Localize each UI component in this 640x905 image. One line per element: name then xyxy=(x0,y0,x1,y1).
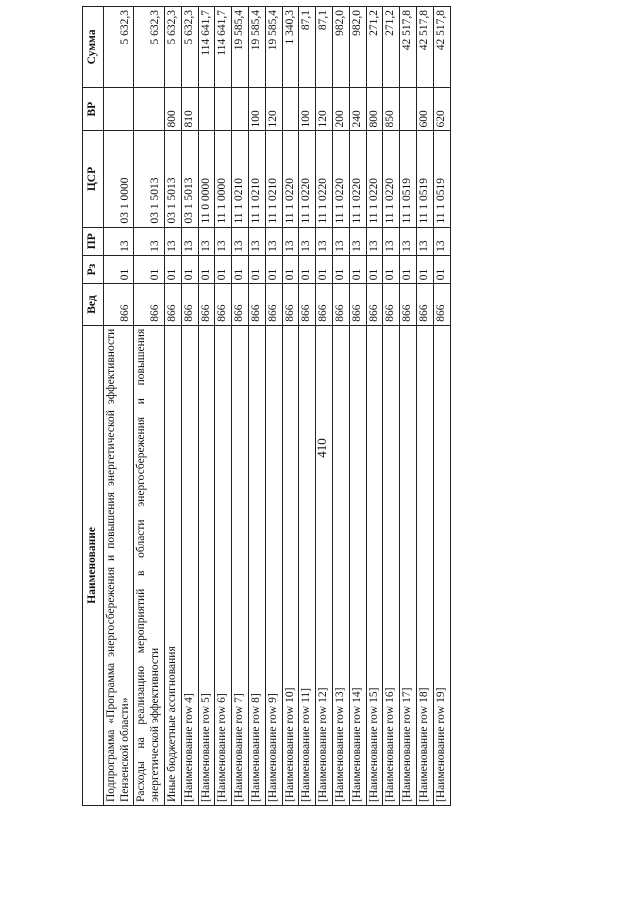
row-rz: 01 xyxy=(349,255,366,283)
row-rz: 01 xyxy=(164,255,181,283)
row-sum: 19 585,4 xyxy=(248,7,265,88)
header-sum: Сумма xyxy=(83,7,104,88)
row-pr: 13 xyxy=(332,227,349,255)
row-sum: 5 632,3 xyxy=(164,7,181,88)
row-csr: 11 1 0210 xyxy=(265,131,282,227)
row-pr: 13 xyxy=(265,227,282,255)
row-ved: 866 xyxy=(198,284,215,325)
budget-table xyxy=(82,6,451,806)
row-pr: 13 xyxy=(416,227,433,255)
row-name: [Наименование row 12] xyxy=(316,325,333,805)
row-name: [Наименование row 19] xyxy=(433,325,450,805)
row-sum: 982,0 xyxy=(332,7,349,88)
row-pr: 13 xyxy=(164,227,181,255)
row-name: [Наименование row 13] xyxy=(332,325,349,805)
row-name: [Наименование row 5] xyxy=(198,325,215,805)
row-csr: 03 1 5013 xyxy=(164,131,181,227)
header-vr: ВР xyxy=(83,87,104,131)
row-csr: 03 1 0000 xyxy=(103,131,134,227)
row-ved: 866 xyxy=(416,284,433,325)
row-ved: 866 xyxy=(215,284,232,325)
header-ved: Вед xyxy=(83,284,104,325)
table-row xyxy=(164,7,181,806)
table-row xyxy=(198,7,215,806)
row-vr: 600 xyxy=(416,87,433,131)
row-rz: 01 xyxy=(265,255,282,283)
header-pr: ПР xyxy=(83,227,104,255)
row-csr: 11 1 0220 xyxy=(299,131,316,227)
row-csr: 11 1 0519 xyxy=(400,131,417,227)
table-row xyxy=(416,7,433,806)
row-vr xyxy=(215,87,232,131)
header-csr: ЦСР xyxy=(83,131,104,227)
row-vr xyxy=(198,87,215,131)
row-rz: 01 xyxy=(134,255,165,283)
row-vr: 120 xyxy=(316,87,333,131)
row-vr: 800 xyxy=(366,87,383,131)
table-row xyxy=(282,7,299,806)
row-sum: 271,2 xyxy=(383,7,400,88)
row-sum: 19 585,4 xyxy=(265,7,282,88)
row-sum: 5 632,3 xyxy=(103,7,134,88)
row-sum: 5 632,3 xyxy=(134,7,165,88)
row-pr: 13 xyxy=(366,227,383,255)
row-rz: 01 xyxy=(299,255,316,283)
row-vr xyxy=(400,87,417,131)
row-sum: 42 517,8 xyxy=(400,7,417,88)
row-rz: 01 xyxy=(282,255,299,283)
row-csr: 11 1 0220 xyxy=(282,131,299,227)
row-pr: 13 xyxy=(134,227,165,255)
row-vr: 240 xyxy=(349,87,366,131)
row-rz: 01 xyxy=(181,255,198,283)
row-ved: 866 xyxy=(282,284,299,325)
row-vr: 850 xyxy=(383,87,400,131)
row-csr: 11 1 0519 xyxy=(433,131,450,227)
row-vr: 100 xyxy=(299,87,316,131)
row-rz: 01 xyxy=(433,255,450,283)
row-ved: 866 xyxy=(316,284,333,325)
row-csr: 11 1 0519 xyxy=(416,131,433,227)
table-row xyxy=(265,7,282,806)
row-rz: 01 xyxy=(383,255,400,283)
row-sum: 42 517,8 xyxy=(433,7,450,88)
row-ved: 866 xyxy=(366,284,383,325)
row-ved: 866 xyxy=(332,284,349,325)
page-number: 410 xyxy=(313,438,329,458)
row-csr: 11 1 0220 xyxy=(349,131,366,227)
row-pr: 13 xyxy=(383,227,400,255)
row-pr: 13 xyxy=(282,227,299,255)
row-ved: 866 xyxy=(383,284,400,325)
row-vr: 800 xyxy=(164,87,181,131)
row-name: [Наименование row 15] xyxy=(366,325,383,805)
row-rz: 01 xyxy=(215,255,232,283)
row-rz: 01 xyxy=(248,255,265,283)
row-pr: 13 xyxy=(248,227,265,255)
row-ved: 866 xyxy=(248,284,265,325)
header-rz: Рз xyxy=(83,255,104,283)
table-row xyxy=(103,7,134,806)
table-row xyxy=(400,7,417,806)
row-csr: 11 1 0220 xyxy=(366,131,383,227)
row-pr: 13 xyxy=(433,227,450,255)
table-row xyxy=(366,7,383,806)
row-ved: 866 xyxy=(134,284,165,325)
row-sum: 19 585,4 xyxy=(232,7,249,88)
table-row xyxy=(383,7,400,806)
row-sum: 271,2 xyxy=(366,7,383,88)
table-row xyxy=(433,7,450,806)
row-vr: 120 xyxy=(265,87,282,131)
row-csr: 11 1 0210 xyxy=(248,131,265,227)
row-pr: 13 xyxy=(103,227,134,255)
row-pr: 13 xyxy=(198,227,215,255)
row-pr: 13 xyxy=(400,227,417,255)
row-rz: 01 xyxy=(232,255,249,283)
table-row xyxy=(232,7,249,806)
row-name: [Наименование row 14] xyxy=(349,325,366,805)
header-name: Наименование xyxy=(83,325,104,805)
row-name: Подпрограмма «Программа энергосбережения и повышения энергетической эффективности Пензенской области» xyxy=(103,325,134,805)
row-ved: 866 xyxy=(164,284,181,325)
row-csr: 11 1 0210 xyxy=(232,131,249,227)
row-name: [Наименование row 8] xyxy=(248,325,265,805)
row-ved: 866 xyxy=(349,284,366,325)
row-name: [Наименование row 6] xyxy=(215,325,232,805)
row-name: [Наименование row 10] xyxy=(282,325,299,805)
row-sum: 5 632,3 xyxy=(181,7,198,88)
row-csr: 11 0 0000 xyxy=(198,131,215,227)
row-ved: 866 xyxy=(103,284,134,325)
row-rz: 01 xyxy=(416,255,433,283)
row-vr xyxy=(282,87,299,131)
row-vr: 100 xyxy=(248,87,265,131)
row-vr xyxy=(232,87,249,131)
table-row xyxy=(299,7,316,806)
row-ved: 866 xyxy=(232,284,249,325)
row-rz: 01 xyxy=(198,255,215,283)
row-rz: 01 xyxy=(316,255,333,283)
row-vr xyxy=(103,87,134,131)
row-pr: 13 xyxy=(349,227,366,255)
row-rz: 01 xyxy=(366,255,383,283)
row-vr: 620 xyxy=(433,87,450,131)
table-row xyxy=(134,7,165,806)
row-name: Расходы на реализацию мероприятий в области энергосбережения и повышения энергетической эффективности xyxy=(134,325,165,805)
row-name: [Наименование row 16] xyxy=(383,325,400,805)
row-csr: 03 1 5013 xyxy=(134,131,165,227)
table-row xyxy=(316,7,333,806)
row-ved: 866 xyxy=(400,284,417,325)
row-pr: 13 xyxy=(299,227,316,255)
table-row xyxy=(248,7,265,806)
row-rz: 01 xyxy=(400,255,417,283)
row-ved: 866 xyxy=(433,284,450,325)
row-name: [Наименование row 17] xyxy=(400,325,417,805)
row-sum: 42 517,8 xyxy=(416,7,433,88)
row-pr: 13 xyxy=(316,227,333,255)
row-sum: 1 340,3 xyxy=(282,7,299,88)
row-pr: 13 xyxy=(181,227,198,255)
row-sum: 982,0 xyxy=(349,7,366,88)
row-sum: 114 641,7 xyxy=(198,7,215,88)
table-header-row xyxy=(83,7,104,806)
row-name: [Наименование row 9] xyxy=(265,325,282,805)
row-csr: 03 1 5013 xyxy=(181,131,198,227)
row-csr: 11 1 0000 xyxy=(215,131,232,227)
row-name: [Наименование row 7] xyxy=(232,325,249,805)
row-rz: 01 xyxy=(332,255,349,283)
row-ved: 866 xyxy=(265,284,282,325)
row-csr: 11 1 0220 xyxy=(316,131,333,227)
row-sum: 114 641,7 xyxy=(215,7,232,88)
row-vr: 200 xyxy=(332,87,349,131)
row-rz: 01 xyxy=(103,255,134,283)
row-name: [Наименование row 11] xyxy=(299,325,316,805)
table-row xyxy=(332,7,349,806)
row-vr xyxy=(134,87,165,131)
table-row xyxy=(215,7,232,806)
row-name: Иные бюджетные ассигнования xyxy=(164,325,181,805)
budget-table-rotated xyxy=(82,6,640,806)
row-name: [Наименование row 4] xyxy=(181,325,198,805)
table-row xyxy=(349,7,366,806)
row-ved: 866 xyxy=(299,284,316,325)
row-name: [Наименование row 18] xyxy=(416,325,433,805)
row-pr: 13 xyxy=(215,227,232,255)
row-csr: 11 1 0220 xyxy=(383,131,400,227)
row-sum: 87,1 xyxy=(316,7,333,88)
row-csr: 11 1 0220 xyxy=(332,131,349,227)
row-pr: 13 xyxy=(232,227,249,255)
row-vr: 810 xyxy=(181,87,198,131)
row-sum: 87,1 xyxy=(299,7,316,88)
table-row xyxy=(181,7,198,806)
row-ved: 866 xyxy=(181,284,198,325)
